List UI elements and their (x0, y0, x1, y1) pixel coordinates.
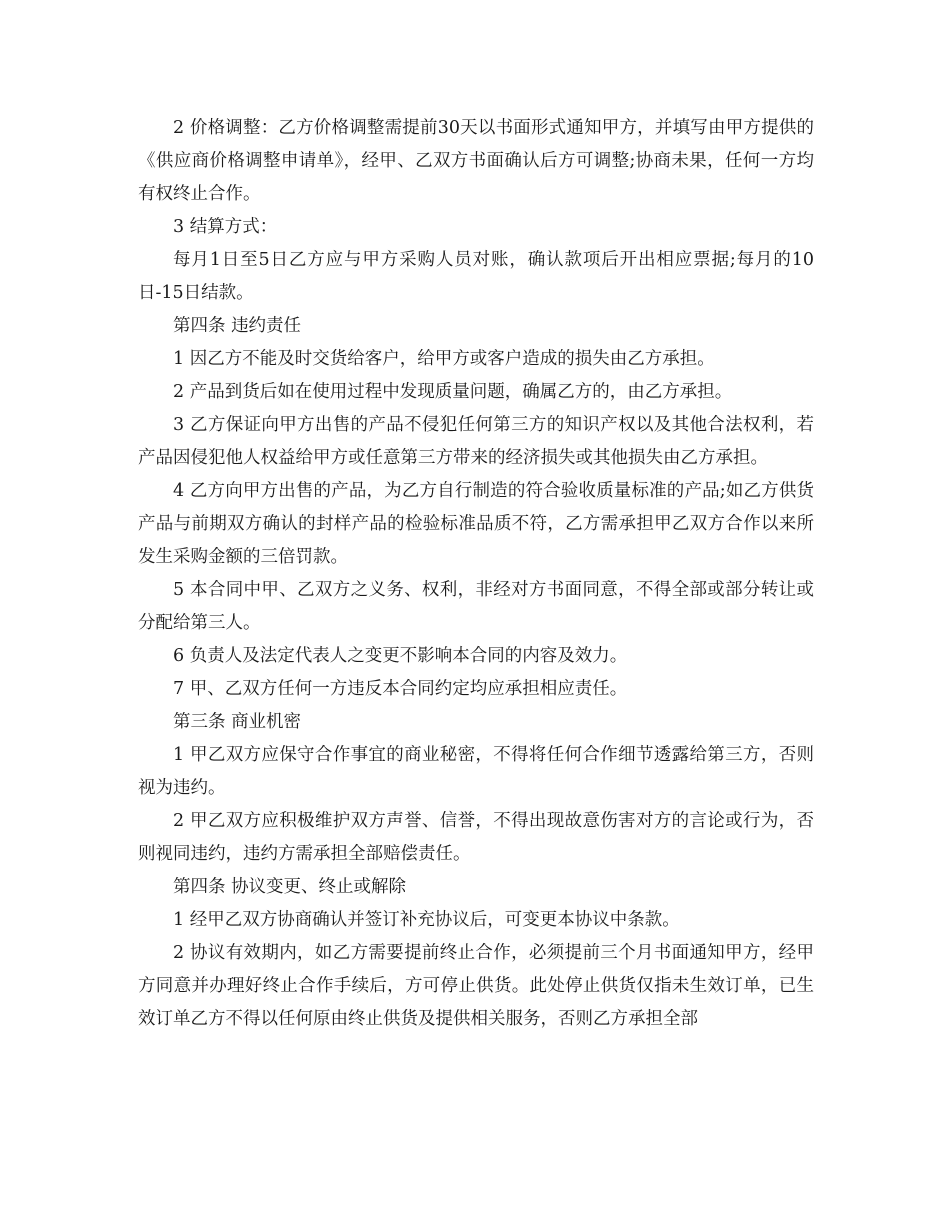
paragraph-confidentiality-2: 2 甲乙双方应积极维护双方声誉、信誉，不得出现故意伤害对方的言论或行为，否则视同违约，违约方需承担全部赔偿责任。 (138, 811, 814, 864)
paragraph-breach-7: 7 甲、乙双方任何一方违反本合同约定均应承担相应责任。 (173, 679, 628, 699)
paragraph-settlement-heading: 3 结算方式： (173, 217, 278, 237)
paragraph-termination-2: 2 协议有效期内，如乙方需要提前终止合作，必须提前三个月书面通知甲方，经甲方同意并办理好终止合作手续后，方可停止供货。此处停止供货仅指未生效订单，已生效订单乙方不得以任何原由终止供货及提供相关服务，否则乙方承担全部 (138, 943, 814, 1029)
section-heading-breach: 第四条 违约责任 (173, 316, 302, 336)
paragraph-breach-6: 6 负责人及法定代表人之变更不影响本合同的内容及效力。 (173, 646, 628, 666)
paragraph-breach-3: 3 乙方保证向甲方出售的产品不侵犯任何第三方的知识产权以及其他合法权利，若产品因侵犯他人权益给甲方或任意第三方带来的经济损失或其他损失由乙方承担。 (138, 415, 814, 468)
paragraph-breach-5: 5 本合同中甲、乙双方之义务、权利，非经对方书面同意，不得全部或部分转让或分配给第三人。 (138, 580, 814, 633)
paragraph-breach-2: 2 产品到货后如在使用过程中发现质量问题，确属乙方的，由乙方承担。 (173, 382, 733, 402)
paragraph-settlement-detail: 每月1日至5日乙方应与甲方采购人员对账，确认款项后开出相应票据;每月的10日-15日结款。 (138, 250, 814, 303)
paragraph-breach-1: 1 因乙方不能及时交货给客户，给甲方或客户造成的损失由乙方承担。 (173, 349, 715, 369)
section-heading-confidentiality: 第三条 商业机密 (173, 712, 302, 732)
paragraph-confidentiality-1: 1 甲乙双方应保守合作事宜的商业秘密，不得将任何合作细节透露给第三方，否则视为违约。 (138, 745, 814, 798)
paragraph-breach-4: 4 乙方向甲方出售的产品，为乙方自行制造的符合验收质量标准的产品;如乙方供货产品与前期双方确认的封样产品的检验标准品质不符，乙方需承担甲乙双方合作以来所发生采购金额的三倍罚款。 (138, 481, 814, 567)
section-heading-termination: 第四条 协议变更、终止或解除 (173, 877, 407, 897)
paragraph-termination-1: 1 经甲乙双方协商确认并签订补充协议后，可变更本协议中条款。 (173, 910, 680, 930)
document-body (138, 112, 814, 1036)
paragraph-price-adjustment: 2 价格调整：乙方价格调整需提前30天以书面形式通知甲方，并填写由甲方提供的《供应商价格调整申请单》，经甲、乙双方书面确认后方可调整;协商未果，任何一方均有权终止合作。 (138, 118, 814, 204)
